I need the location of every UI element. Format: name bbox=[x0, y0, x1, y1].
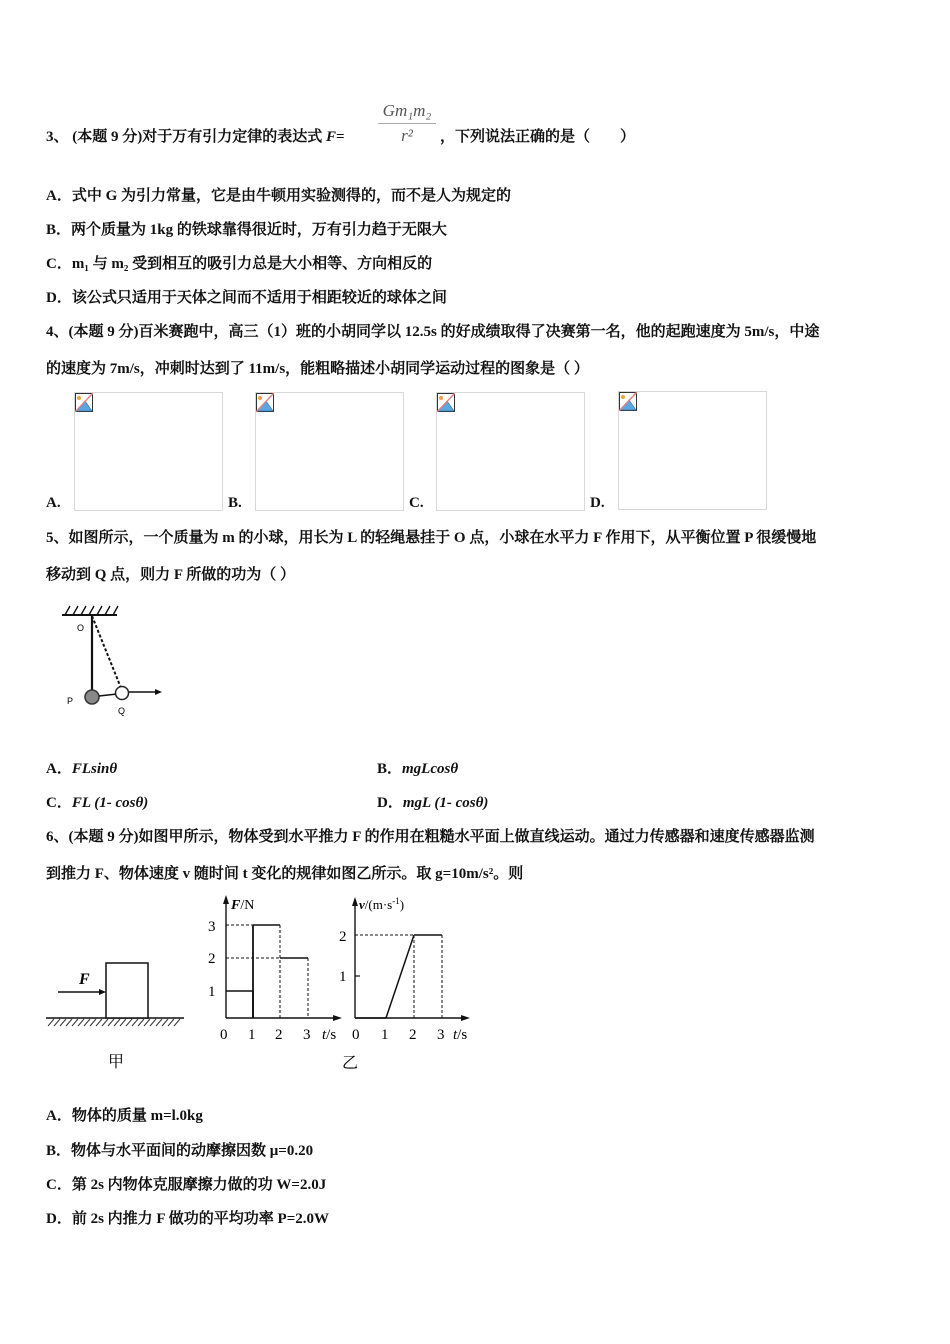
q6-option-b[interactable] bbox=[46, 1141, 313, 1161]
broken-image-icon bbox=[256, 393, 274, 412]
q6-option-a[interactable] bbox=[46, 1106, 203, 1126]
svg-text:1: 1 bbox=[208, 984, 216, 1000]
force-label-F: F bbox=[79, 971, 90, 988]
svg-text:1: 1 bbox=[381, 1027, 389, 1043]
q6-option-c[interactable] bbox=[46, 1175, 326, 1195]
q3-option-b[interactable] bbox=[46, 220, 447, 240]
option-label: D． bbox=[46, 290, 72, 306]
fraction-bar bbox=[378, 123, 436, 124]
svg-text:3: 3 bbox=[437, 1027, 445, 1043]
option-label: A． bbox=[46, 1108, 72, 1124]
q3-option-a[interactable] bbox=[46, 186, 511, 206]
q3-equals: = bbox=[336, 129, 345, 145]
option-text: FL (1- cosθ) bbox=[71, 795, 149, 811]
q5-stem-line2: 移动到 Q 点，则力 F 所做的功为（ ） bbox=[46, 567, 296, 583]
q4-option-a-image[interactable] bbox=[74, 392, 223, 511]
q3-stem-suffix bbox=[440, 127, 635, 147]
q4-option-b-image[interactable] bbox=[255, 392, 404, 511]
q5-option-b[interactable] bbox=[377, 759, 458, 779]
option-text: 物体与水平面间的动摩擦因数 μ=0.20 bbox=[71, 1143, 314, 1159]
option-text: FLsinθ bbox=[71, 761, 118, 777]
option-label: A． bbox=[46, 188, 72, 204]
svg-text:3: 3 bbox=[208, 919, 216, 935]
velocity-time-chart bbox=[335, 892, 485, 1077]
q3-stem bbox=[46, 127, 345, 147]
v-axis-label: $v/(m\cdot s^{-1})$ bbox=[359, 896, 405, 912]
option-text: 前 2s 内推力 F 做功的平均功率 P=2.0W bbox=[71, 1211, 329, 1227]
option-text: 两个质量为 1kg 的铁球靠得很近时，万有引力趋于无限大 bbox=[71, 222, 447, 238]
option-text: 第 2s 内物体克服摩擦力做的功 W=2.0J bbox=[71, 1177, 327, 1193]
q5-option-d[interactable] bbox=[377, 793, 488, 813]
svg-text:t/s: t/s bbox=[322, 1027, 337, 1043]
option-text: 物体的质量 m=l.0kg bbox=[71, 1108, 203, 1124]
option-text: mgLcosθ bbox=[402, 761, 459, 777]
svg-text:t/s: t/s bbox=[453, 1027, 468, 1043]
option-text: 式中 G 为引力常量，它是由牛顿用实验测得的，而不是人为规定的 bbox=[71, 188, 512, 204]
q4-stem-line1: 4、(本题 9 分)百米赛跑中，高三（1）班的小胡同学以 12.5s 的好成绩取得了决赛第一名，他的起跑速度为 5m/s，中途 bbox=[46, 324, 820, 340]
option-label: B． bbox=[46, 222, 72, 238]
F-axis-label: F/N bbox=[231, 898, 255, 913]
q4-option-c-image[interactable] bbox=[436, 392, 585, 511]
q3-stem-suffix-text: ，下列说法正确的是（ ） bbox=[440, 129, 636, 145]
q6-stem-line1: 6、(本题 9 分)如图甲所示，物体受到水平推力 F 的作用在粗糙水平面上做直线运动。通过力传感器和速度传感器监测 bbox=[46, 829, 815, 845]
q3-stem-text: 3、 (本题 9 分)对于万有引力定律的表达式 bbox=[46, 129, 326, 145]
q4-option-b-label[interactable]: B. bbox=[228, 495, 242, 511]
q4-option-a-label[interactable]: A. bbox=[46, 495, 61, 511]
option-text: mgL (1- cosθ) bbox=[402, 795, 489, 811]
svg-text:1: 1 bbox=[248, 1027, 256, 1043]
svg-text:2: 2 bbox=[275, 1027, 283, 1043]
caption-jia: 甲 bbox=[108, 1052, 125, 1071]
formula-denominator: r² bbox=[401, 126, 413, 145]
option-text: 该公式只适用于天体之间而不适用于相距较近的球体之间 bbox=[71, 290, 447, 306]
svg-text:0: 0 bbox=[352, 1027, 360, 1043]
svg-text:2: 2 bbox=[409, 1027, 417, 1043]
q4-option-d-image[interactable] bbox=[618, 391, 767, 510]
q4-option-c-label[interactable]: C. bbox=[409, 495, 424, 511]
option-label: B． bbox=[46, 1143, 72, 1159]
q3-formula-F: F bbox=[326, 129, 337, 145]
q3-option-d[interactable] bbox=[46, 288, 447, 308]
q4-option-d-label[interactable]: D. bbox=[590, 495, 605, 511]
q5-option-c[interactable] bbox=[46, 793, 148, 813]
q4-stem-line2: 的速度为 7m/s，冲刺时达到了 11m/s，能粗略描述小胡同学运动过程的图象是（ ） bbox=[46, 361, 589, 377]
q5-stem-line1: 5、如图所示，一个质量为 m 的小球，用长为 L 的轻绳悬挂于 O 点，小球在水平力 F 作用下，从平衡位置 P 很缓慢地 bbox=[46, 530, 817, 546]
q6-stem-line2: 到推力 F、物体速度 v 随时间 t 变化的规律如图乙所示。取 g=10m/s²。则 bbox=[46, 866, 524, 882]
q3-option-c[interactable] bbox=[46, 254, 432, 274]
broken-image-icon bbox=[75, 393, 93, 412]
gravitation-formula bbox=[378, 101, 436, 146]
option-label: C． bbox=[46, 256, 72, 272]
force-time-chart bbox=[200, 892, 345, 1047]
option-label: C． bbox=[46, 1177, 72, 1193]
svg-text:3: 3 bbox=[303, 1027, 311, 1043]
option-label: D． bbox=[46, 1211, 72, 1227]
option-text: m₁ 与 m₂ 受到相互的吸引力总是大小相等、方向相反的 bbox=[71, 256, 433, 272]
svg-text:0: 0 bbox=[220, 1027, 228, 1043]
broken-image-icon bbox=[619, 392, 637, 411]
svg-text:2: 2 bbox=[208, 951, 216, 967]
figure-jia-block-on-surface bbox=[44, 940, 194, 1075]
label-P: P bbox=[67, 696, 74, 706]
formula-numerator: Gm₁m₂ bbox=[382, 101, 432, 120]
q5-option-a[interactable] bbox=[46, 759, 117, 779]
option-label: D． bbox=[377, 795, 403, 811]
svg-text:2: 2 bbox=[339, 929, 347, 945]
caption-yi: 乙 bbox=[342, 1053, 359, 1072]
option-label: B． bbox=[377, 761, 403, 777]
label-Q: Q bbox=[118, 706, 126, 716]
q6-option-d[interactable] bbox=[46, 1209, 329, 1229]
label-O: O bbox=[77, 623, 85, 633]
option-label: A． bbox=[46, 761, 72, 777]
option-label: C． bbox=[46, 795, 72, 811]
pendulum-figure bbox=[55, 600, 175, 725]
broken-image-icon bbox=[437, 393, 455, 412]
svg-text:1: 1 bbox=[339, 969, 347, 985]
